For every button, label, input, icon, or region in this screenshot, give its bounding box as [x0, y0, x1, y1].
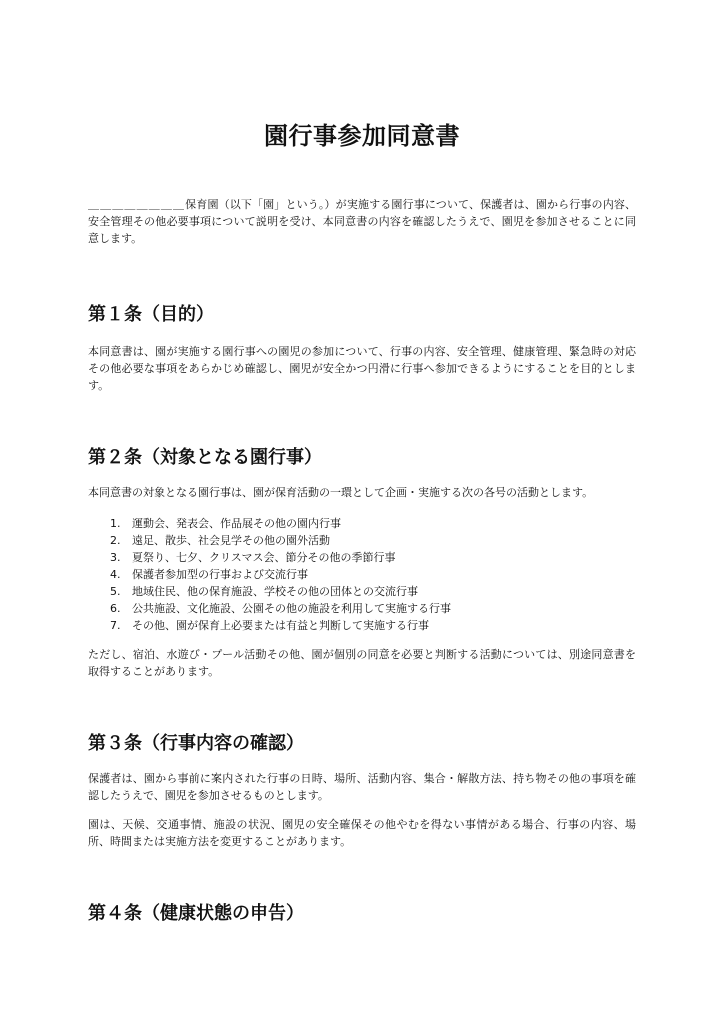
- nursery-name-blank[interactable]: ＿＿＿＿＿＿＿＿: [88, 198, 186, 211]
- article-3-paragraph-1: 保護者は、園から事前に案内された行事の日時、場所、活動内容、集合・解散方法、持ち物その他の事項を確認したうえで、園児を参加させるものとします。: [88, 772, 636, 802]
- list-item: [110, 617, 636, 634]
- list-item-number: 4.: [110, 568, 121, 581]
- list-item: [110, 549, 636, 566]
- document-title: 園行事参加同意書: [264, 122, 460, 150]
- list-item: [110, 566, 636, 583]
- list-item-text: 運動会、発表会、作品展その他の園内行事: [132, 517, 341, 530]
- article-3-paragraph-2: 園は、天候、交通事情、施設の状況、園児の安全確保その他やむを得ない事情がある場合、行事の内容、場所、時間または実施方法を変更することがあります。: [88, 818, 636, 848]
- list-item-text: 公共施設、文化施設、公園その他の施設を利用して実施する行事: [132, 602, 451, 615]
- list-item: [110, 600, 636, 617]
- list-item-text: その他、園が保育上必要または有益と判断して実施する行事: [132, 619, 429, 632]
- article-1-paragraph: 本同意書は、園が実施する園行事への園児の参加について、行事の内容、安全管理、健康管理、緊急時の対応その他必要な事項をあらかじめ確認し、園児が安全かつ円滑に行事へ参加できるようにすることを目的とします。: [88, 345, 636, 392]
- list-item: [110, 583, 636, 600]
- intro-text: 保育園（以下「園」という。）が実施する園行事について、保護者は、園から行事の内容、安全管理その他必要事項について説明を受け、本同意書の内容を確認したうえで、園児を参加させることに同意します。: [88, 198, 636, 245]
- list-item-number: 5.: [110, 585, 121, 598]
- list-item-text: 地域住民、他の保育施設、学校その他の団体との交流行事: [132, 585, 418, 598]
- list-item-number: 1.: [110, 517, 121, 530]
- list-item-number: 6.: [110, 602, 121, 615]
- article-3-heading: 第３条（行事内容の確認）: [88, 733, 304, 754]
- article-2-proviso: ただし、宿泊、水遊び・プール活動その他、園が個別の同意を必要と判断する活動については、別途同意書を取得することがあります。: [88, 648, 636, 678]
- list-item-number: 7.: [110, 619, 121, 632]
- intro-paragraph: [88, 196, 636, 247]
- list-item-number: 2.: [110, 534, 121, 547]
- list-item-text: 保護者参加型の行事および交流行事: [132, 568, 308, 581]
- list-item: [110, 532, 636, 549]
- article-2-lead: 本同意書の対象となる園行事は、園が保育活動の一環として企画・実施する次の各号の活動とします。: [88, 486, 594, 499]
- event-list: [88, 515, 636, 634]
- article-2-heading: 第２条（対象となる園行事）: [88, 447, 322, 468]
- article-1-heading: 第１条（目的）: [88, 304, 214, 325]
- list-item-number: 3.: [110, 551, 121, 564]
- article-4-heading: 第４条（健康状態の申告）: [88, 903, 304, 924]
- list-item: [110, 515, 636, 532]
- list-item-text: 遠足、散歩、社会見学その他の園外活動: [132, 534, 330, 547]
- list-item-text: 夏祭り、七夕、クリスマス会、節分その他の季節行事: [132, 551, 396, 564]
